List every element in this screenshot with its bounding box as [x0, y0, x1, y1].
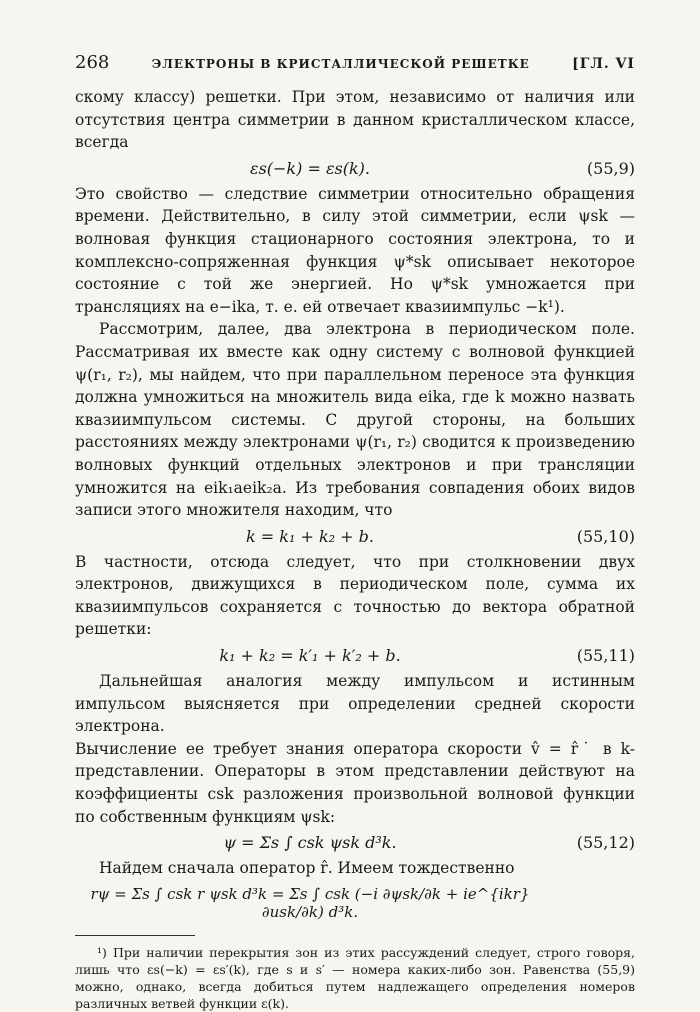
equation-55-9 — [75, 159, 635, 178]
equation-number: (55,9) — [586, 158, 635, 178]
equation-number: (55,10) — [576, 526, 635, 546]
page-header — [75, 52, 635, 86]
paragraph: Вычисление ее требует знания оператора скорости v̂ = r̂˙ в k-представлении. Операторы в этом представлении действуют на коэффициенты csk разложения произвольной волновой функции по собственным функциям ψsk: — [75, 739, 635, 826]
equation-number: (55,12) — [576, 833, 635, 853]
equation-body: k = k₁ + k₂ + b. — [246, 526, 374, 546]
running-title: ЭЛЕКТРОНЫ В КРИСТАЛЛИЧЕСКОЙ РЕШЕТКЕ — [151, 57, 530, 71]
equation-number: (55,11) — [576, 646, 635, 666]
equation-body: εs(−k) = εs(k). — [249, 158, 371, 178]
equation-55-10 — [75, 527, 635, 546]
equation-body: ψ = Σs ∫ csk ψsk d³k. — [223, 833, 397, 853]
equation-55-11 — [75, 646, 635, 665]
equation-body: k₁ + k₂ = k′₁ + k′₂ + b. — [219, 646, 401, 666]
equation-body: rψ = Σs ∫ csk r ψsk d³k = Σs ∫ csk (−i ∂ψsk/∂k + ie^{ikr} ∂usk/∂k) d³k. — [90, 884, 530, 921]
paragraph: Найдем сначала оператор r̂. Имеем тождественно — [99, 859, 515, 878]
paragraph: Рассмотрим, далее, два электрона в периодическом поле. Рассматривая их вместе как одну систему с волновой функцией ψ(r₁, r₂), мы найдем, что при параллельном переносе эта функция должна умножиться на множитель вида eika, где k можно назвать квазиимпульсом системы. С другой стороны, на больших расстояниях между электронами ψ(r₁, r₂) сводится к произведению волновых функций отдельных электронов и при трансляции умножится на eik₁aeik₂a. Из требования совпадения обоих видов записи этого множителя находим, что — [75, 320, 635, 520]
book-page — [75, 52, 635, 1012]
paragraph: В частности, отсюда следует, что при столкновении двух электронов, движущихся в периодическом поле, сумма их квазиимпульсов сохраняется с точностью до вектора обратной решетки: — [75, 552, 635, 639]
footnote: ¹) При наличии перекрытия зон из этих рассуждений следует, строго говоря, лишь что εs(−k) = εs′(k), где s и s′ — номера каких-либо зон. Равенства (55,9) можно, однако, всегда добиться путем надлежащего определения номеров различных ветвей функции ε(k). — [75, 944, 635, 1011]
equation-r-psi — [75, 885, 635, 921]
paragraph: скому классу) решетки. При этом, независимо от наличия или отсутствия центра симметрии в данном кристаллическом классе, всегда — [75, 88, 635, 152]
paragraph: Это свойство — следствие симметрии относительно обращения времени. Действительно, в силу этой симметрии, если ψsk — волновая функция стационарного состояния электрона, то и комплексно-сопряженная функция ψ*sk описывает некоторое состояние с той же энергией. Но ψ*sk умножается при трансляциях на e−ika, т. е. ей отвечает квазиимпульс −k¹). — [75, 184, 635, 316]
equation-55-12 — [75, 833, 635, 852]
chapter-label: [ГЛ. VI — [572, 56, 635, 72]
paragraph: Дальнейшая аналогия между импульсом и истинным импульсом выясняется при определении средней скорости электрона. — [75, 672, 635, 736]
footnote-rule — [75, 935, 195, 936]
page-number: 268 — [75, 52, 110, 73]
